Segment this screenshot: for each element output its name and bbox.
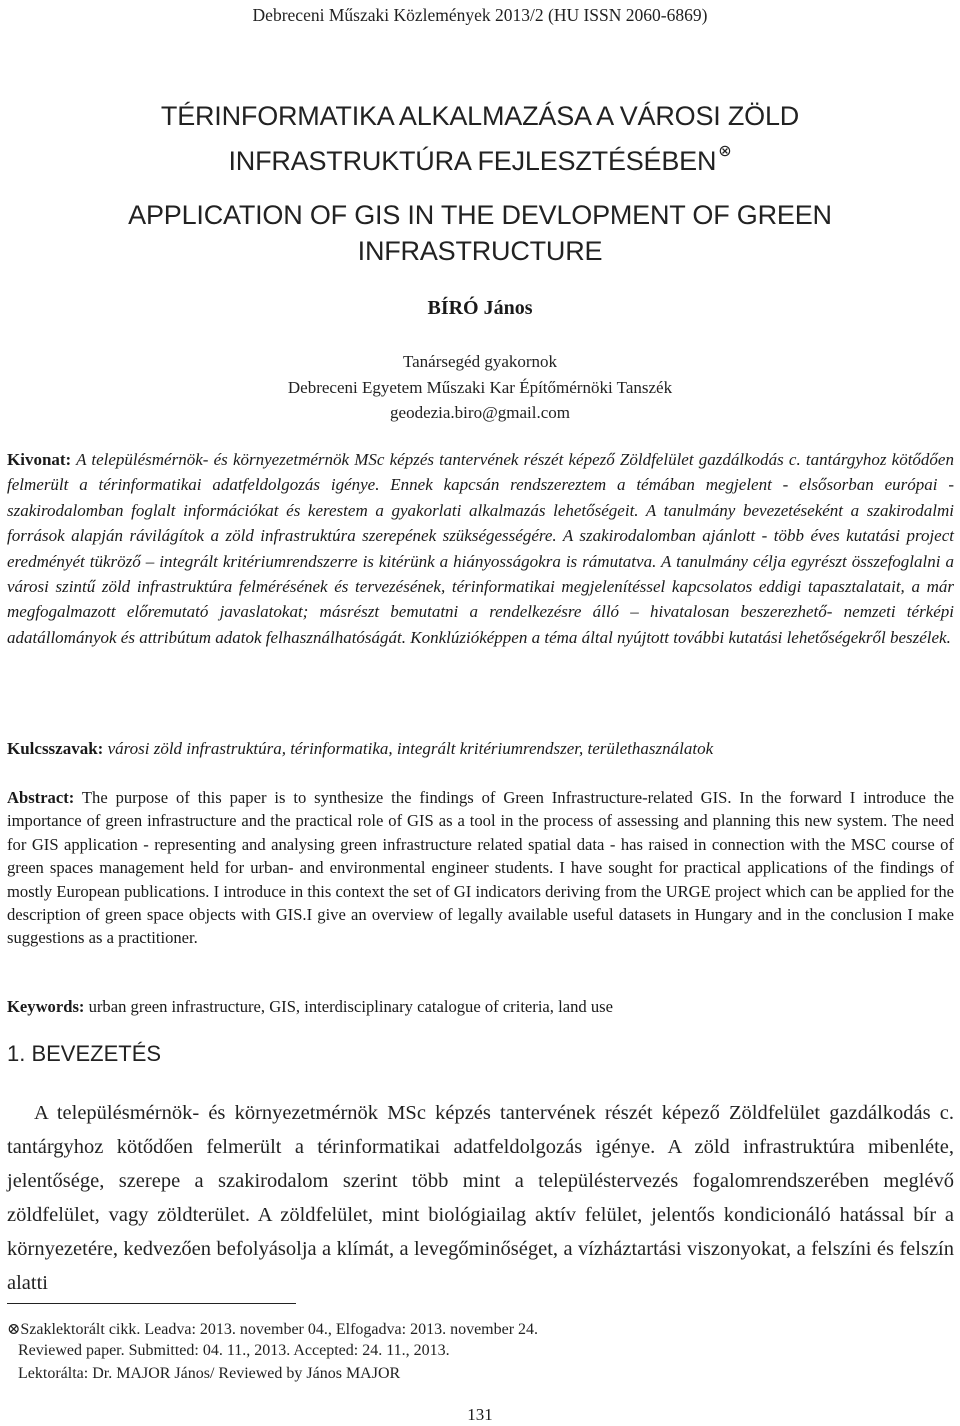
footnote-line1: ⊗Szaklektorált cikk. Leadva: 2013. november 04., Elfogadva: 2013. november 24.: [7, 1321, 539, 1338]
abstract-english: [7, 786, 954, 950]
keywords-text: urban green infrastructure, GIS, interdisciplinary catalogue of criteria, land use: [88, 997, 613, 1016]
footnote-divider: [7, 1303, 296, 1304]
title-en-line1: APPLICATION OF GIS IN THE DEVLOPMENT OF GREEN: [128, 200, 832, 230]
abstract-text: The purpose of this paper is to synthesize the findings of Green Infrastructure-related GIS. In the forward I introduce the importance of green infrastructure and the practical role of GIS as a tool in the process of assessing and planning this new system. The need for GIS application - representing and analysing green infrastructure related spatial data - has raised in connection with the MSC course of green spaces management held for urban- and environmental engineer students. I have sought for practical applications of the findings of mostly European publications. I introduce in this context the set of GI indicators deriving from the URGE project which can be applied for the description of green space objects with GIS.I give an overview of legally available useful datasets in Hungary and in the conclusion I make suggestions as a practitioner.: [7, 788, 954, 948]
page-number: 131: [467, 1405, 493, 1424]
keywords-label: Keywords:: [7, 997, 85, 1016]
kulcsszavak-text: városi zöld infrastruktúra, térinformatika, integrált kritériumrendszer, területhasználatok: [107, 739, 714, 758]
abstract-label: Abstract:: [7, 788, 75, 807]
footnote-mark-icon: ⊗: [7, 1321, 21, 1338]
section-body-text: A településmérnök- és környezetmérnök MSc képzés tantervének részét képező Zöldfelület gazdálkodás c. tantárgyhoz kötődően felmerült a térinformatikai adatfeldolgozás igénye. A zöld infrastruktúra mibenléte, jelentősége, szerepe a szakirodalom szerint több mint a településtervezés fogalomrendszerében meglévő zöldfelület, vagy zöldterület. A zöldfelület, mint biológiailag aktív felület, jelentős kondicionáló hatással bír a környezetére, kedvezően befolyásolja a klímát, a levegőminőséget, a vízháztartási viszonyokat, a felszíni és felszín alatti: [7, 1102, 954, 1294]
journal-header: Debreceni Műszaki Közlemények 2013/2 (HU ISSN 2060-6869): [252, 5, 708, 25]
keywords-hungarian: [7, 736, 954, 761]
section-body: [7, 1096, 954, 1300]
kivonat-label: Kivonat:: [7, 450, 72, 469]
author-position: Tanársegéd gyakornok: [402, 352, 558, 371]
abstract-hungarian: [7, 447, 954, 650]
footnote-mark-icon: ⊗: [718, 143, 732, 160]
kulcsszavak-label: Kulcsszavak:: [7, 739, 104, 758]
footnote-line3: Lektorálta: Dr. MAJOR János/ Reviewed by János MAJOR: [18, 1365, 401, 1382]
keywords-english: [7, 995, 954, 1018]
author-name: BÍRÓ János: [427, 297, 533, 319]
title-hu-line2: INFRASTRUKTÚRA FEJLESZTÉSÉBEN ⊗: [228, 143, 732, 176]
kivonat-text: A településmérnök- és környezetmérnök MSc képzés tantervének részét képező Zöldfelület gazdálkodás c. tantárgyhoz kötődően felmerült a térinformatikai adatfeldolgozás igénye. Ennek kapcsán rendszereztem a témában megjelent - elsősorban európai - szakirodalomban foglalt információkat és kerestem a gyakorlati alkalmazás lehetőségeit. A tanulmány bevezetéseként a szakirodalmi források alapján rávilágítok a zöld infrastruktúra szerepének szükségességére. A szakirodalomban ajánlott - több éves kutatási project eredményét tükröző – integrált kritériumrendszerre is kitérünk a hiányosságokra is rámutatva. A tanulmány célja egyrészt összefoglalni a városi szintű zöld infrastruktúra felmérésének és tervezésének, térinformatikai megjelenítéssel kapcsolatos eddigi tapasztalatait, a már megfogalmazott előremutató javaslatokat; másrészt bemutatni a rendelkezésre álló – hivatalosan beszerezhető- nemzeti térképi adatállományok és attribútum adatok felhasználhatóságát. Konklúzióképpen a téma által nyújtott további kutatási lehetőségekről beszélek.: [7, 450, 954, 647]
title-english: [60, 197, 900, 269]
author-email[interactable]: geodezia.biro@gmail.com: [390, 403, 570, 422]
author-institution: Debreceni Egyetem Műszaki Kar Építőmérnöki Tanszék: [287, 378, 673, 397]
footnote-line2: Reviewed paper. Submitted: 04. 11., 2013. Accepted: 24. 11., 2013.: [18, 1342, 450, 1359]
title-en-line2: INFRASTRUCTURE: [357, 236, 603, 266]
section-heading: 1. BEVEZETÉS: [7, 1041, 162, 1066]
title-hungarian: [60, 98, 900, 179]
title-hu-line1: TÉRINFORMATIKA ALKALMAZÁSA A VÁROSI ZÖLD: [160, 101, 800, 131]
